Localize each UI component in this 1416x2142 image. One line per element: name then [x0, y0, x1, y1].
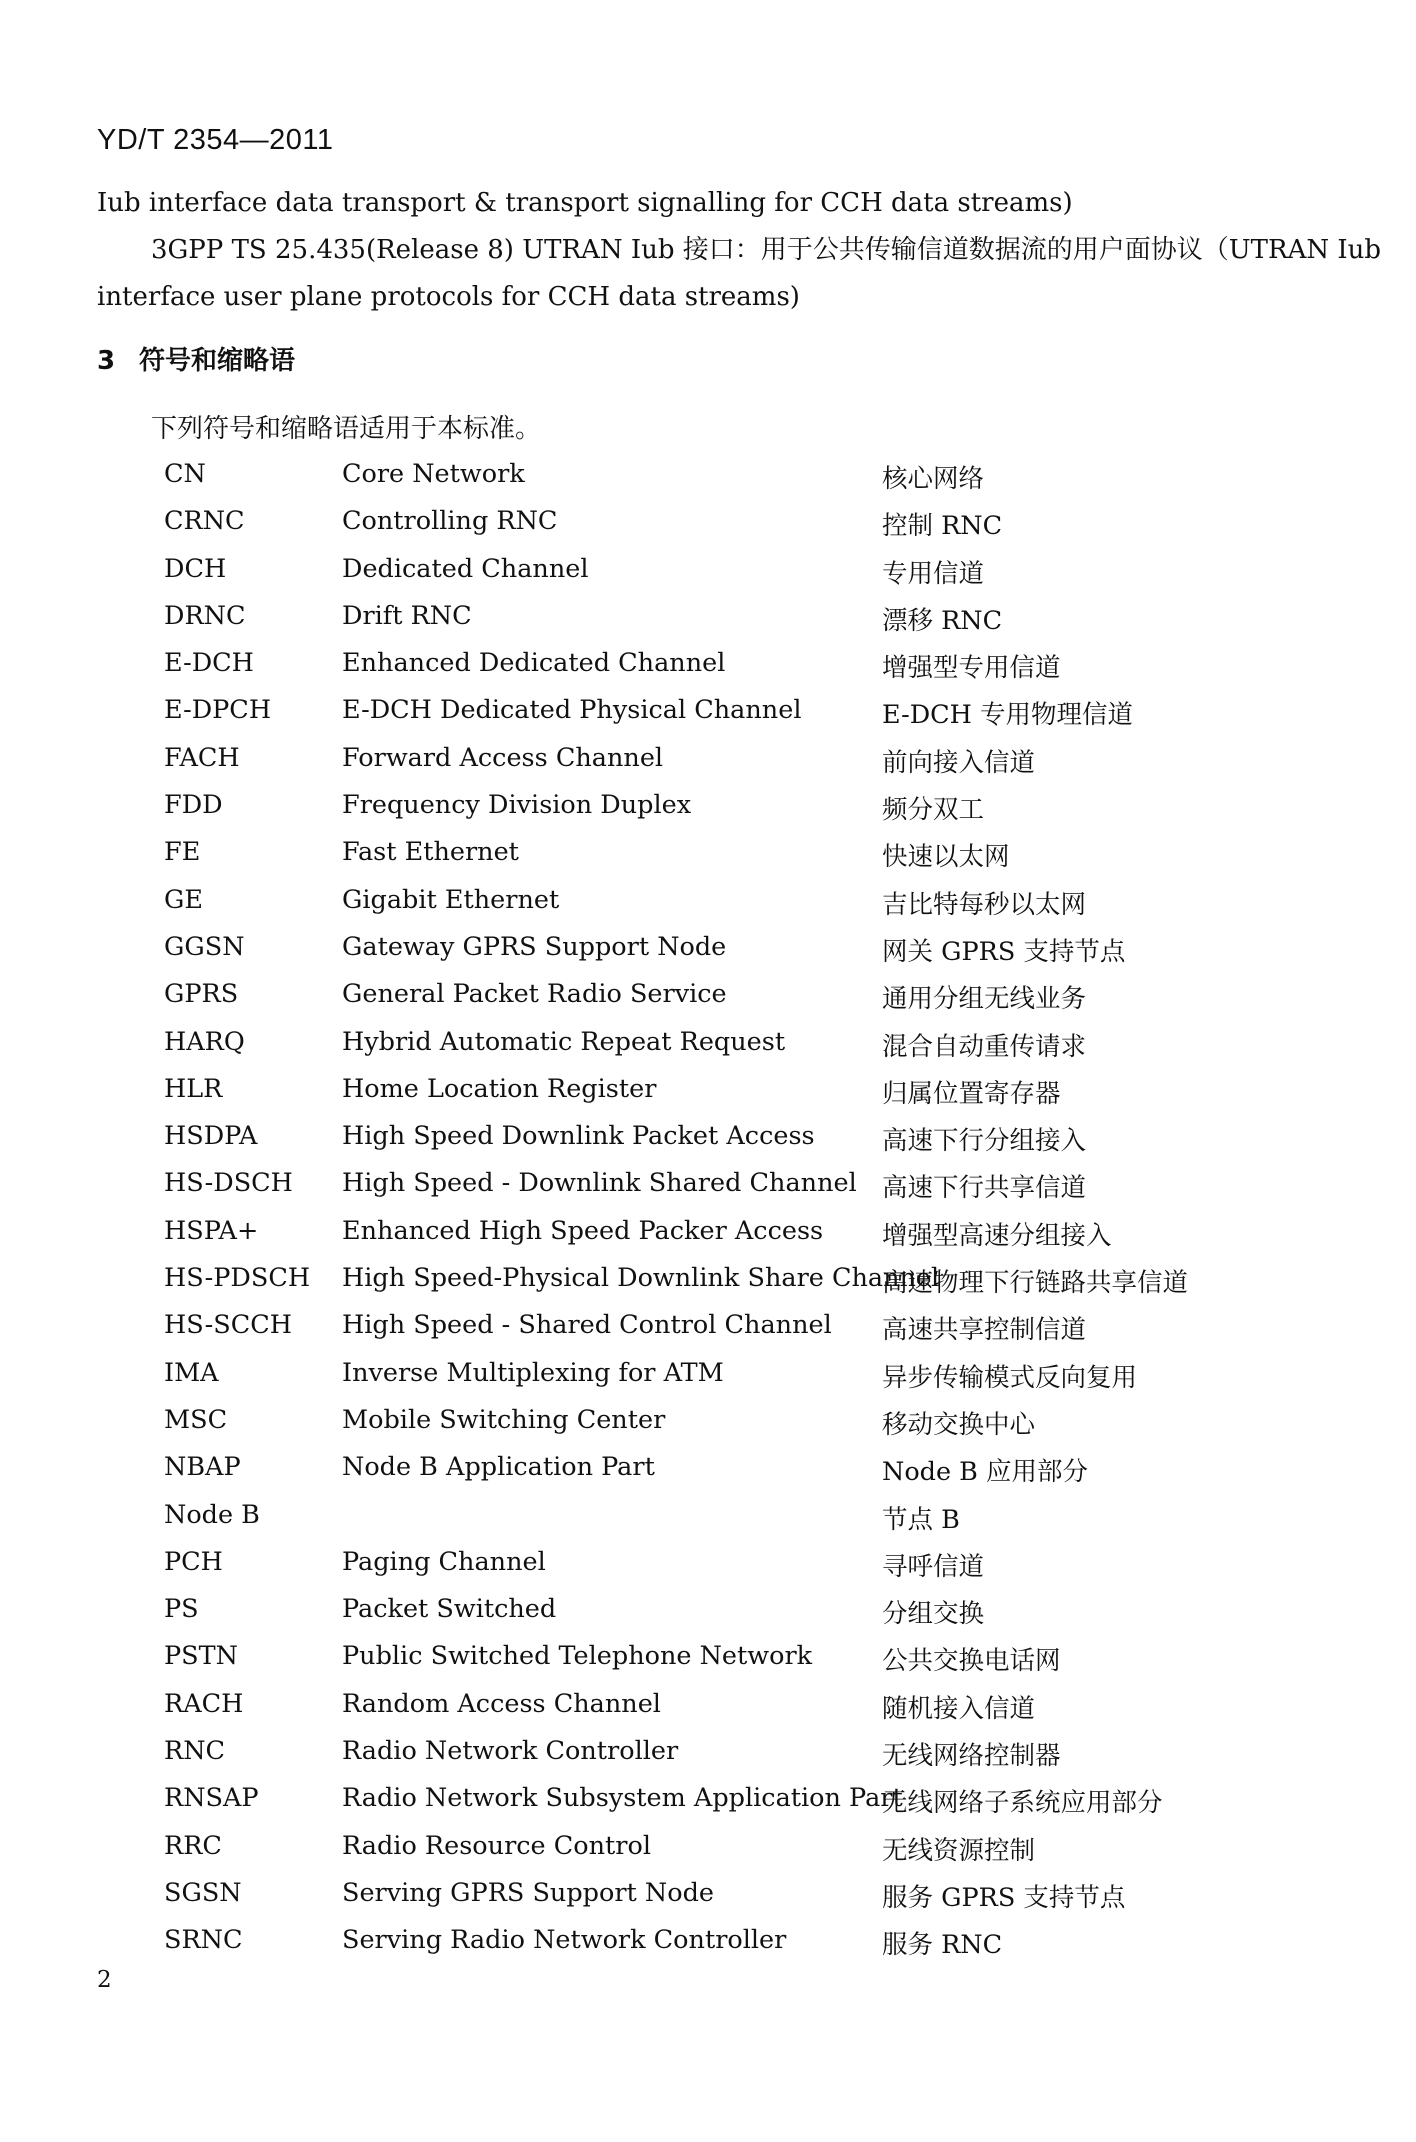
abbreviation-english: Gigabit Ethernet	[342, 884, 560, 915]
abbreviation-term: GGSN	[164, 931, 245, 962]
abbreviation-term: IMA	[164, 1357, 219, 1388]
abbreviation-row	[164, 1685, 1264, 1732]
abbreviation-english: Home Location Register	[342, 1073, 657, 1104]
abbreviation-row	[164, 1306, 1264, 1353]
abbreviation-row	[164, 975, 1264, 1022]
abbreviation-row	[164, 786, 1264, 833]
abbreviation-chinese: 高速下行分组接入	[882, 1126, 1087, 1157]
abbreviation-term: E-DCH	[164, 648, 254, 679]
abbreviation-row	[164, 1874, 1264, 1921]
intro-sentence: 下列符号和缩略语适用于本标准。	[151, 414, 542, 444]
abbreviation-row	[164, 1354, 1264, 1401]
abbreviation-term: RRC	[164, 1830, 222, 1861]
abbreviation-row	[164, 691, 1264, 738]
reference-line: 3GPP TS 25.435(Release 8) UTRAN Iub 接口：用于公共传输信道数据流的用户面协议（UTRAN Iub	[151, 235, 1382, 265]
document-code-header: YD/T 2354—2011	[97, 124, 334, 156]
abbreviation-english: Radio Network Controller	[342, 1736, 679, 1767]
abbreviation-chinese: 专用信道	[882, 558, 985, 589]
abbreviation-term: DCH	[164, 553, 227, 584]
abbreviation-row	[164, 1259, 1264, 1306]
page-number: 2	[97, 1967, 112, 1993]
abbreviation-row	[164, 455, 1264, 502]
abbreviation-chinese: 混合自动重传请求	[882, 1031, 1087, 1062]
abbreviation-row	[164, 1023, 1264, 1070]
abbreviation-english: General Packet Radio Service	[342, 979, 727, 1010]
abbreviation-english: Enhanced Dedicated Channel	[342, 648, 726, 679]
abbreviation-english: High Speed-Physical Downlink Share Channel	[342, 1263, 940, 1294]
abbreviation-english: Frequency Division Duplex	[342, 790, 692, 821]
abbreviation-chinese: 分组交换	[882, 1599, 985, 1630]
abbreviation-english: Serving Radio Network Controller	[342, 1925, 787, 1956]
abbreviation-english: Radio Network Subsystem Application Part	[342, 1783, 903, 1814]
abbreviation-row	[164, 1212, 1264, 1259]
abbreviation-term: FE	[164, 837, 201, 868]
abbreviation-row	[164, 1496, 1264, 1543]
abbreviation-term: HSPA+	[164, 1215, 259, 1246]
abbreviation-row	[164, 1117, 1264, 1164]
abbreviation-chinese: 增强型专用信道	[882, 653, 1061, 684]
abbreviation-row	[164, 1732, 1264, 1779]
abbreviation-term: GPRS	[164, 979, 239, 1010]
abbreviation-term: RNSAP	[164, 1783, 259, 1814]
abbreviation-english: Inverse Multiplexing for ATM	[342, 1357, 724, 1388]
abbreviation-chinese: 吉比特每秒以太网	[882, 889, 1087, 920]
abbreviation-chinese: Node B 应用部分	[882, 1457, 1089, 1488]
abbreviation-english: Paging Channel	[342, 1546, 546, 1577]
abbreviation-chinese: 高速下行共享信道	[882, 1173, 1087, 1204]
abbreviation-term: DRNC	[164, 600, 246, 631]
abbreviation-table	[164, 455, 1264, 1969]
section-heading	[97, 340, 295, 377]
abbreviation-term: SGSN	[164, 1877, 242, 1908]
abbreviation-term: SRNC	[164, 1925, 243, 1956]
abbreviation-chinese: 随机接入信道	[882, 1693, 1036, 1724]
abbreviation-chinese: 增强型高速分组接入	[882, 1220, 1112, 1251]
abbreviation-chinese: 无线资源控制	[882, 1835, 1036, 1866]
section-title: 符号和缩略语	[139, 346, 296, 376]
abbreviation-row	[164, 833, 1264, 880]
abbreviation-english: Drift RNC	[342, 600, 472, 631]
abbreviation-chinese: 无线网络控制器	[882, 1741, 1061, 1772]
abbreviation-row	[164, 1448, 1264, 1495]
abbreviation-chinese: 核心网络	[882, 464, 985, 494]
abbreviation-term: NBAP	[164, 1452, 241, 1483]
abbreviation-row	[164, 881, 1264, 928]
section-number: 3	[97, 346, 116, 376]
abbreviation-english: High Speed - Shared Control Channel	[342, 1310, 832, 1341]
abbreviation-row	[164, 1164, 1264, 1211]
abbreviation-term: Node B	[164, 1499, 260, 1530]
abbreviation-term: FDD	[164, 790, 223, 821]
abbreviation-chinese: 网关 GPRS 支持节点	[882, 936, 1126, 967]
abbreviation-english: High Speed - Downlink Shared Channel	[342, 1168, 857, 1199]
abbreviation-row	[164, 1637, 1264, 1684]
abbreviation-chinese: E-DCH 专用物理信道	[882, 700, 1134, 731]
abbreviation-term: CN	[164, 459, 206, 489]
abbreviation-english: Node B Application Part	[342, 1452, 655, 1483]
abbreviation-row	[164, 597, 1264, 644]
abbreviation-row	[164, 502, 1264, 549]
abbreviation-chinese: 无线网络子系统应用部分	[882, 1788, 1163, 1819]
abbreviation-english: Gateway GPRS Support Node	[342, 931, 727, 962]
abbreviation-term: HS-DSCH	[164, 1168, 293, 1199]
abbreviation-term: FACH	[164, 742, 240, 773]
abbreviation-chinese: 通用分组无线业务	[882, 984, 1087, 1015]
abbreviation-english: Public Switched Telephone Network	[342, 1641, 813, 1672]
abbreviation-row	[164, 739, 1264, 786]
abbreviation-english: Mobile Switching Center	[342, 1404, 666, 1435]
abbreviation-term: CRNC	[164, 506, 245, 537]
abbreviation-chinese: 漂移 RNC	[882, 605, 1003, 636]
abbreviation-chinese: 归属位置寄存器	[882, 1078, 1061, 1109]
abbreviation-english: Packet Switched	[342, 1594, 557, 1625]
abbreviation-row	[164, 1779, 1264, 1826]
abbreviation-term: GE	[164, 884, 203, 915]
abbreviation-term: HS-SCCH	[164, 1310, 292, 1341]
abbreviation-term: RACH	[164, 1688, 244, 1719]
abbreviation-term: HARQ	[164, 1026, 245, 1057]
abbreviation-row	[164, 644, 1264, 691]
abbreviation-term: MSC	[164, 1404, 228, 1435]
abbreviation-english: High Speed Downlink Packet Access	[342, 1121, 815, 1152]
abbreviation-chinese: 前向接入信道	[882, 747, 1036, 778]
abbreviation-english: Controlling RNC	[342, 506, 558, 537]
abbreviation-english: Random Access Channel	[342, 1688, 661, 1719]
abbreviation-chinese: 频分双工	[882, 795, 985, 826]
reference-line: Iub interface data transport & transport signalling for CCH data streams)	[97, 188, 1073, 218]
abbreviation-term: PSTN	[164, 1641, 238, 1672]
abbreviation-english: Core Network	[342, 459, 525, 489]
abbreviation-english: Serving GPRS Support Node	[342, 1877, 714, 1908]
abbreviation-english: Hybrid Automatic Repeat Request	[342, 1026, 786, 1057]
reference-line: interface user plane protocols for CCH data streams)	[97, 282, 800, 312]
abbreviation-row	[164, 1070, 1264, 1117]
abbreviation-row	[164, 1827, 1264, 1874]
abbreviation-english: Forward Access Channel	[342, 742, 664, 773]
abbreviation-english: Fast Ethernet	[342, 837, 519, 868]
abbreviation-chinese: 公共交换电话网	[882, 1646, 1061, 1677]
reference-list-continuation	[97, 180, 1382, 321]
abbreviation-term: E-DPCH	[164, 695, 272, 726]
abbreviation-row	[164, 1543, 1264, 1590]
abbreviation-term: HSDPA	[164, 1121, 258, 1152]
abbreviation-row	[164, 550, 1264, 597]
abbreviation-term: HS-PDSCH	[164, 1263, 311, 1294]
abbreviation-term: PS	[164, 1594, 199, 1625]
abbreviation-term: RNC	[164, 1736, 226, 1767]
abbreviation-english: Radio Resource Control	[342, 1830, 651, 1861]
abbreviation-chinese: 寻呼信道	[882, 1551, 985, 1582]
abbreviation-chinese: 高速共享控制信道	[882, 1315, 1087, 1346]
abbreviation-term: HLR	[164, 1073, 223, 1104]
abbreviation-chinese: 节点 B	[882, 1504, 960, 1535]
abbreviation-row	[164, 1590, 1264, 1637]
abbreviation-english: Dedicated Channel	[342, 553, 589, 584]
abbreviation-chinese: 控制 RNC	[882, 511, 1003, 542]
abbreviation-chinese: 移动交换中心	[882, 1409, 1036, 1440]
abbreviation-english: E-DCH Dedicated Physical Channel	[342, 695, 802, 726]
abbreviation-chinese: 快速以太网	[882, 842, 1010, 873]
abbreviation-chinese: 异步传输模式反向复用	[882, 1362, 1138, 1393]
abbreviation-row	[164, 1401, 1264, 1448]
abbreviation-chinese: 服务 RNC	[882, 1930, 1003, 1961]
abbreviation-row	[164, 1921, 1264, 1968]
abbreviation-chinese: 高速物理下行链路共享信道	[882, 1268, 1189, 1299]
abbreviation-english: Enhanced High Speed Packer Access	[342, 1215, 824, 1246]
abbreviation-row	[164, 928, 1264, 975]
abbreviation-term: PCH	[164, 1546, 223, 1577]
abbreviation-chinese: 服务 GPRS 支持节点	[882, 1882, 1126, 1913]
